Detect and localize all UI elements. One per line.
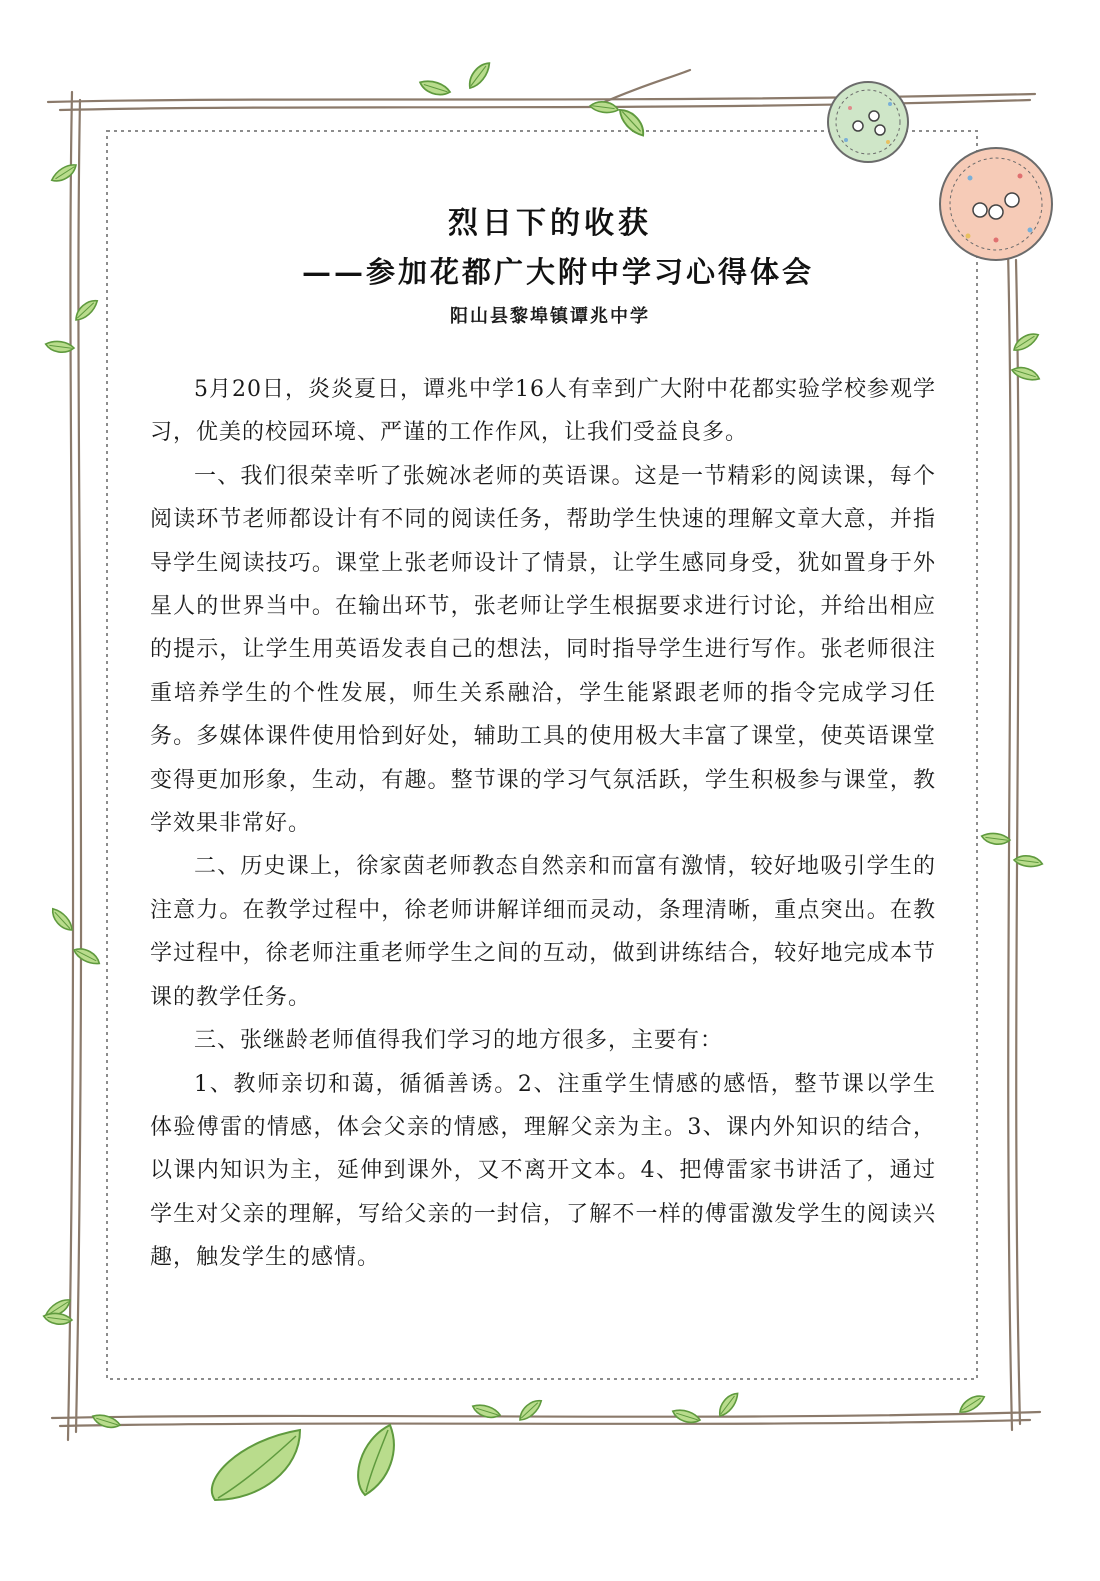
article-body xyxy=(150,368,936,1280)
paragraph-teacher-zhang: 三、张继龄老师值得我们学习的地方很多，主要有： xyxy=(194,1028,724,1054)
document-subtitle: ——参加花都广大附中学习心得体会 xyxy=(301,255,814,289)
branch-bottom xyxy=(52,1412,1040,1426)
paragraph-english-class: 一、我们很荣幸听了张婉冰老师的英语课。这是一节精彩的阅读课，每个阅读环节老师都设计有不同的阅读任务，帮助学生快速的理解文章大意，并指导学生阅读技巧。课堂上张老师设计了情景，让学生感同身受，犹如置身于外星人的世界当中。在输出环节，张老师让学生根据要求进行讨论，并给出相应的提示，让学生用英语发表自己的想法，同时指导学生进行写作。张老师很注重培养学生的个性发展，师生关系融洽，学生能紧跟老师的指令完成学习任务。多媒体课件使用恰到好处，辅助工具的使用极大丰富了课堂，使英语课堂变得更加形象，生动，有趣。整节课的学习气氛活跃，学生积极参与课堂，教学效果非常好。 xyxy=(150,463,936,837)
button-decoration-green xyxy=(828,82,908,162)
paragraph-intro: 5月20日，炎炎夏日，谭兆中学16人有幸到广大附中花都实验学校参观学习，优美的校园环境、严谨的工作作风，让我们受益良多。 xyxy=(150,377,936,446)
large-leaf-left xyxy=(212,1430,300,1500)
large-leaf-right xyxy=(358,1425,394,1495)
author-school: 阳山县黎埠镇谭兆中学 xyxy=(450,306,650,327)
paragraph-points-list: 1、教师亲切和蔼，循循善诱。2、注重学生情感的感悟，整节课以学生体验傅雷的情感，体会父亲的情感，理解父亲为主。3、课内外知识的结合，以课内知识为主，延伸到课外，又不离开文本。4、把傅雷家书讲活了，通过学生对父亲的理解，写给父亲的一封信，了解不一样的傅雷激发学生的阅读兴趣，触发学生的感情。 xyxy=(150,1071,936,1271)
paragraph-history-class: 二、历史课上，徐家茵老师教态自然亲和而富有激情，较好地吸引学生的注意力。在教学过程中，徐老师讲解详细而灵动，条理清晰，重点突出。在教学过程中，徐老师注重老师学生之间的互动，做到讲练结合，较好地完成本节课的教学任务。 xyxy=(150,854,936,1010)
branch-left xyxy=(68,92,81,1440)
document-title: 烈日下的收获 xyxy=(448,206,652,241)
